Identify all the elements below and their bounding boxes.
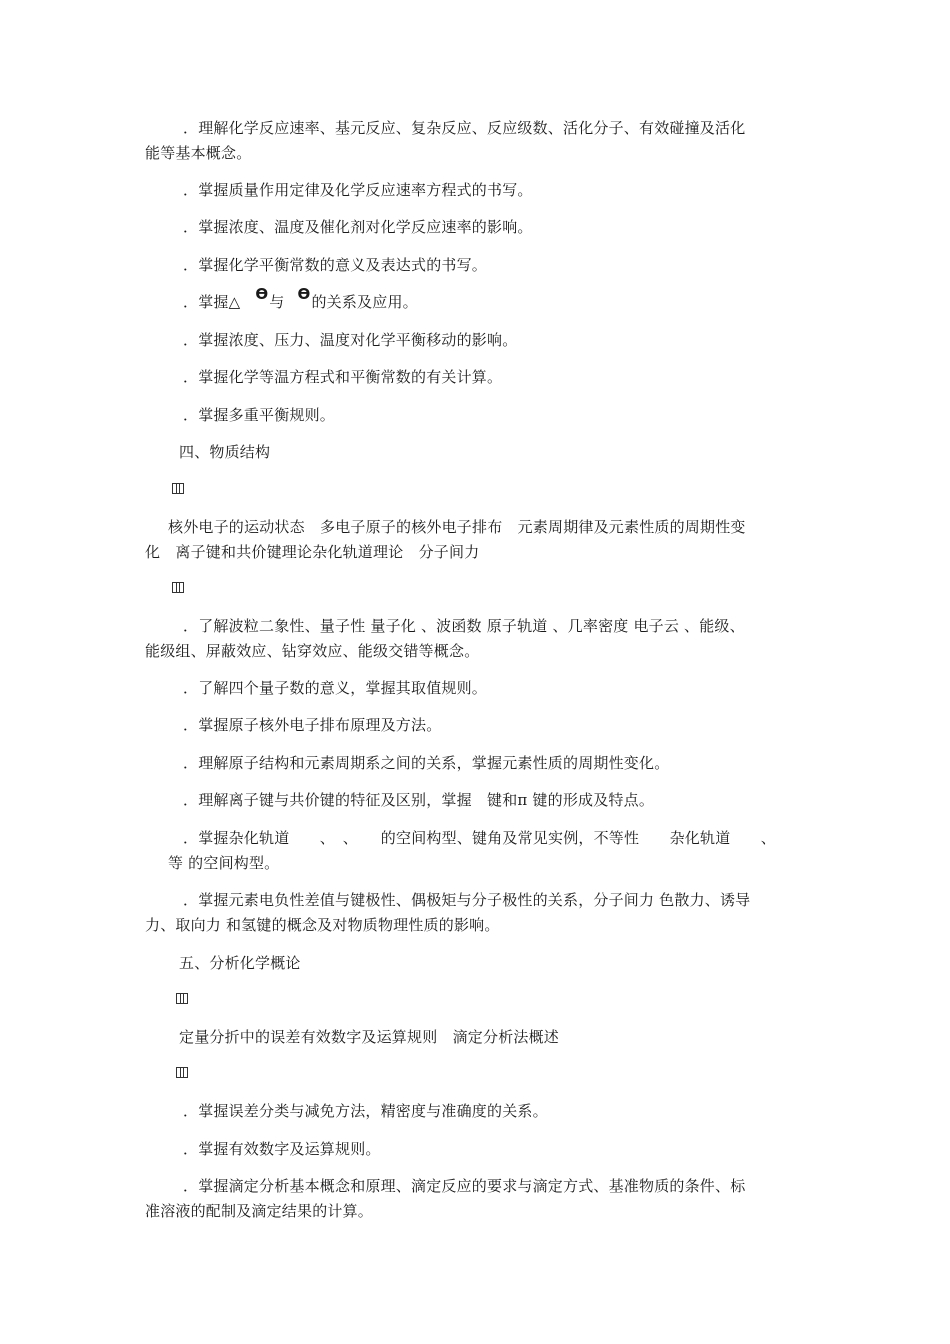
requirement-marker-icon-2 xyxy=(176,1067,188,1078)
theta-symbol-1: Ө xyxy=(255,285,269,303)
item-rate-factors: ．掌握浓度、温度及催化剂对化学反应速率的影响。 xyxy=(183,218,533,236)
section-heading-structure: 四、物质结构 xyxy=(179,443,271,461)
item-mass-action-law: ．掌握质量作用定律及化学反应速率方程式的书写。 xyxy=(183,181,533,199)
item-delta-theta-relation xyxy=(183,285,418,312)
item-wave-particle-cont: 能级组、屏蔽效应、钻穿效应、能级交错等概念。 xyxy=(145,642,480,660)
item-electron-configuration: ．掌握原子核外电子排布原理及方法。 xyxy=(183,716,442,734)
structure-content-line-1: 核外电子的运动状态 多电子原子的核外电子排布 元素周期律及元素性质的周期性变 xyxy=(168,518,746,536)
item-error-classification: ．掌握误差分类与减免方法，精密度与准确度的关系。 xyxy=(183,1102,548,1120)
item-isotherm-calc: ．掌握化学等温方程式和平衡常数的有关计算。 xyxy=(183,368,503,386)
theta-symbol-2: Ө xyxy=(297,285,311,303)
item-periodic-relation: ．理解原子结构和元素周期系之间的关系，掌握元素性质的周期性变化。 xyxy=(183,754,670,772)
item-quantum-numbers: ．了解四个量子数的意义，掌握其取值规则。 xyxy=(183,679,488,697)
item-reaction-rate-concepts: ．理解化学反应速率、基元反应、复杂反应、反应级数、活化分子、有效碰撞及活化 xyxy=(183,119,746,137)
item-electronegativity: ．掌握元素电负性差值与键极性、偶极矩与分子极性的关系，分子间力 色散力、诱导 xyxy=(183,891,751,909)
item-ionic-covalent: ．理解离子键与共价键的特征及区别，掌握 键和π 键的形成及特点。 xyxy=(183,791,655,809)
item-hybrid-orbitals: ．掌握杂化轨道 、 、 的空间构型、键角及常见实例，不等性 杂化轨道 、 xyxy=(183,829,777,847)
requirement-marker-icon xyxy=(172,582,184,593)
analytical-content-line-1: 定量分折中的误差有效数字及运算规则 滴定分析法概述 xyxy=(179,1028,560,1046)
item-equilibrium-shift: ．掌握浓度、压力、温度对化学平衡移动的影响。 xyxy=(183,331,518,349)
item-titration-basics: ．掌握滴定分析基本概念和原理、滴定反应的要求与滴定方式、基准物质的条件、标 xyxy=(183,1177,746,1195)
item-wave-particle: ．了解波粒二象性、量子性 量子化 、波函数 原子轨道 、几率密度 电子云 、能级、 xyxy=(183,617,745,635)
delta-mid: 与 xyxy=(269,293,285,311)
delta-prefix: ．掌握△ xyxy=(183,293,241,311)
content-marker-icon-2 xyxy=(176,993,188,1004)
item-multiple-equilibria: ．掌握多重平衡规则。 xyxy=(183,406,336,424)
delta-suffix: 的关系及应用。 xyxy=(311,293,418,311)
structure-content-line-2: 化 离子键和共价键理论杂化轨道理论 分子间力 xyxy=(145,543,480,561)
item-electronegativity-cont: 力、取向力 和氢键的概念及对物质物理性质的影响。 xyxy=(145,916,500,934)
section-heading-analytical: 五、分析化学概论 xyxy=(179,954,301,972)
item-significant-figures: ．掌握有效数字及运算规则。 xyxy=(183,1140,381,1158)
item-reaction-rate-concepts-cont: 能等基本概念。 xyxy=(145,144,252,162)
item-equilibrium-constant: ．掌握化学平衡常数的意义及表达式的书写。 xyxy=(183,256,488,274)
item-titration-basics-cont: 准溶液的配制及滴定结果的计算。 xyxy=(145,1202,374,1220)
item-hybrid-orbitals-cont: 等 的空间构型。 xyxy=(168,854,280,872)
content-marker-icon xyxy=(172,483,184,494)
